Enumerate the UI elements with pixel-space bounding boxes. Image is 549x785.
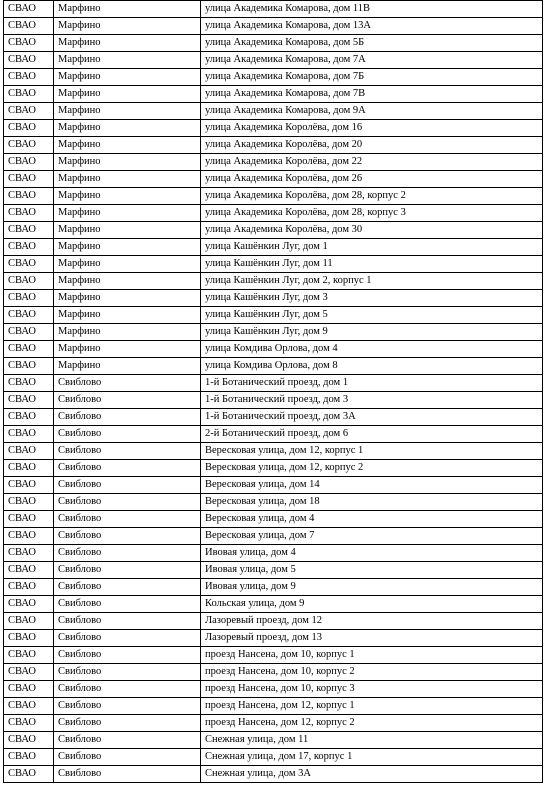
address-cell: Кольская улица, дом 9 bbox=[201, 596, 543, 613]
address-cell: улица Академика Королёва, дом 22 bbox=[201, 154, 543, 171]
address-cell: Лазоревый проезд, дом 13 bbox=[201, 630, 543, 647]
address-cell: Снежная улица, дом 11 bbox=[201, 732, 543, 749]
district-cell: Свиблово bbox=[54, 664, 201, 681]
district-cell: Марфино bbox=[54, 307, 201, 324]
address-cell: улица Кашёнкин Луг, дом 3 bbox=[201, 290, 543, 307]
okrug-cell: СВАО bbox=[4, 766, 54, 783]
table-row bbox=[4, 392, 543, 409]
table-row bbox=[4, 137, 543, 154]
address-cell: улица Академика Комарова, дом 13А bbox=[201, 18, 543, 35]
district-cell: Марфино bbox=[54, 273, 201, 290]
table-row bbox=[4, 18, 543, 35]
table-row bbox=[4, 358, 543, 375]
okrug-cell: СВАО bbox=[4, 749, 54, 766]
table-row bbox=[4, 698, 543, 715]
district-cell: Свиблово bbox=[54, 715, 201, 732]
okrug-cell: СВАО bbox=[4, 290, 54, 307]
table-row bbox=[4, 409, 543, 426]
district-cell: Марфино bbox=[54, 341, 201, 358]
address-cell: проезд Нансена, дом 10, корпус 2 bbox=[201, 664, 543, 681]
district-cell: Марфино bbox=[54, 69, 201, 86]
address-cell: проезд Нансена, дом 12, корпус 2 bbox=[201, 715, 543, 732]
table-row bbox=[4, 477, 543, 494]
okrug-cell: СВАО bbox=[4, 120, 54, 137]
table-row bbox=[4, 528, 543, 545]
table-row bbox=[4, 630, 543, 647]
district-cell: Марфино bbox=[54, 256, 201, 273]
okrug-cell: СВАО bbox=[4, 426, 54, 443]
table-row bbox=[4, 69, 543, 86]
okrug-cell: СВАО bbox=[4, 239, 54, 256]
table-row bbox=[4, 596, 543, 613]
okrug-cell: СВАО bbox=[4, 375, 54, 392]
okrug-cell: СВАО bbox=[4, 69, 54, 86]
table-row bbox=[4, 171, 543, 188]
table-row bbox=[4, 681, 543, 698]
address-cell: улица Кашёнкин Луг, дом 2, корпус 1 bbox=[201, 273, 543, 290]
table-row bbox=[4, 749, 543, 766]
okrug-cell: СВАО bbox=[4, 613, 54, 630]
address-cell: Ивовая улица, дом 9 bbox=[201, 579, 543, 596]
district-cell: Марфино bbox=[54, 188, 201, 205]
okrug-cell: СВАО bbox=[4, 562, 54, 579]
table-row bbox=[4, 188, 543, 205]
okrug-cell: СВАО bbox=[4, 358, 54, 375]
address-cell: Вересковая улица, дом 12, корпус 2 bbox=[201, 460, 543, 477]
address-cell: улица Кашёнкин Луг, дом 1 bbox=[201, 239, 543, 256]
okrug-cell: СВАО bbox=[4, 732, 54, 749]
district-cell: Свиблово bbox=[54, 494, 201, 511]
table-row bbox=[4, 273, 543, 290]
district-cell: Свиблово bbox=[54, 681, 201, 698]
okrug-cell: СВАО bbox=[4, 511, 54, 528]
address-cell: 1-й Ботанический проезд, дом 3 bbox=[201, 392, 543, 409]
district-cell: Свиблово bbox=[54, 749, 201, 766]
district-cell: Свиблово bbox=[54, 477, 201, 494]
address-cell: проезд Нансена, дом 10, корпус 1 bbox=[201, 647, 543, 664]
address-cell: улица Академика Комарова, дом 5Б bbox=[201, 35, 543, 52]
district-cell: Свиблово bbox=[54, 698, 201, 715]
okrug-cell: СВАО bbox=[4, 409, 54, 426]
district-cell: Марфино bbox=[54, 171, 201, 188]
address-cell: проезд Нансена, дом 10, корпус 3 bbox=[201, 681, 543, 698]
address-cell: Вересковая улица, дом 4 bbox=[201, 511, 543, 528]
district-cell: Свиблово bbox=[54, 545, 201, 562]
district-cell: Марфино bbox=[54, 239, 201, 256]
address-cell: Снежная улица, дом 17, корпус 1 bbox=[201, 749, 543, 766]
address-table bbox=[3, 0, 543, 783]
district-cell: Марфино bbox=[54, 35, 201, 52]
district-cell: Свиблово bbox=[54, 766, 201, 783]
okrug-cell: СВАО bbox=[4, 392, 54, 409]
table-row bbox=[4, 341, 543, 358]
table-row bbox=[4, 120, 543, 137]
district-cell: Марфино bbox=[54, 18, 201, 35]
okrug-cell: СВАО bbox=[4, 171, 54, 188]
address-cell: улица Академика Королёва, дом 28, корпус 2 bbox=[201, 188, 543, 205]
okrug-cell: СВАО bbox=[4, 154, 54, 171]
address-cell: Лазоревый проезд, дом 12 bbox=[201, 613, 543, 630]
address-cell: 2-й Ботанический проезд, дом 6 bbox=[201, 426, 543, 443]
table-row bbox=[4, 103, 543, 120]
okrug-cell: СВАО bbox=[4, 324, 54, 341]
district-cell: Свиблово bbox=[54, 426, 201, 443]
address-cell: улица Академика Королёва, дом 26 bbox=[201, 171, 543, 188]
table-row bbox=[4, 715, 543, 732]
district-cell: Марфино bbox=[54, 290, 201, 307]
okrug-cell: СВАО bbox=[4, 579, 54, 596]
district-cell: Свиблово bbox=[54, 528, 201, 545]
okrug-cell: СВАО bbox=[4, 715, 54, 732]
district-cell: Свиблово bbox=[54, 443, 201, 460]
address-cell: улица Академика Королёва, дом 16 bbox=[201, 120, 543, 137]
okrug-cell: СВАО bbox=[4, 35, 54, 52]
table-row bbox=[4, 375, 543, 392]
okrug-cell: СВАО bbox=[4, 630, 54, 647]
okrug-cell: СВАО bbox=[4, 647, 54, 664]
district-cell: Свиблово bbox=[54, 562, 201, 579]
address-cell: Ивовая улица, дом 4 bbox=[201, 545, 543, 562]
district-cell: Марфино bbox=[54, 103, 201, 120]
table-row bbox=[4, 256, 543, 273]
address-cell: улица Кашёнкин Луг, дом 5 bbox=[201, 307, 543, 324]
table-row bbox=[4, 307, 543, 324]
okrug-cell: СВАО bbox=[4, 698, 54, 715]
table-row bbox=[4, 35, 543, 52]
district-cell: Марфино bbox=[54, 324, 201, 341]
table-row bbox=[4, 426, 543, 443]
table-row bbox=[4, 613, 543, 630]
address-cell: улица Кашёнкин Луг, дом 9 bbox=[201, 324, 543, 341]
okrug-cell: СВАО bbox=[4, 137, 54, 154]
okrug-cell: СВАО bbox=[4, 222, 54, 239]
district-cell: Свиблово bbox=[54, 579, 201, 596]
table-row bbox=[4, 205, 543, 222]
okrug-cell: СВАО bbox=[4, 681, 54, 698]
district-cell: Марфино bbox=[54, 154, 201, 171]
okrug-cell: СВАО bbox=[4, 341, 54, 358]
address-cell: улица Комдива Орлова, дом 4 bbox=[201, 341, 543, 358]
address-cell: улица Академика Комарова, дом 7Б bbox=[201, 69, 543, 86]
district-cell: Свиблово bbox=[54, 596, 201, 613]
district-cell: Свиблово bbox=[54, 732, 201, 749]
table-row bbox=[4, 579, 543, 596]
okrug-cell: СВАО bbox=[4, 18, 54, 35]
table-row bbox=[4, 443, 543, 460]
district-cell: Марфино bbox=[54, 86, 201, 103]
district-cell: Марфино bbox=[54, 120, 201, 137]
district-cell: Марфино bbox=[54, 358, 201, 375]
district-cell: Свиблово bbox=[54, 392, 201, 409]
table-row bbox=[4, 290, 543, 307]
okrug-cell: СВАО bbox=[4, 477, 54, 494]
district-cell: Марфино bbox=[54, 205, 201, 222]
district-cell: Свиблово bbox=[54, 375, 201, 392]
district-cell: Свиблово bbox=[54, 613, 201, 630]
okrug-cell: СВАО bbox=[4, 307, 54, 324]
address-cell: улица Академика Комарова, дом 7А bbox=[201, 52, 543, 69]
okrug-cell: СВАО bbox=[4, 664, 54, 681]
address-cell: улица Кашёнкин Луг, дом 11 bbox=[201, 256, 543, 273]
table-row bbox=[4, 664, 543, 681]
district-cell: Свиблово bbox=[54, 460, 201, 477]
okrug-cell: СВАО bbox=[4, 86, 54, 103]
district-cell: Марфино bbox=[54, 1, 201, 18]
okrug-cell: СВАО bbox=[4, 460, 54, 477]
table-row bbox=[4, 460, 543, 477]
address-cell: 1-й Ботанический проезд, дом 3А bbox=[201, 409, 543, 426]
district-cell: Марфино bbox=[54, 222, 201, 239]
district-cell: Марфино bbox=[54, 137, 201, 154]
table-row bbox=[4, 647, 543, 664]
address-cell: Вересковая улица, дом 7 bbox=[201, 528, 543, 545]
district-cell: Свиблово bbox=[54, 647, 201, 664]
okrug-cell: СВАО bbox=[4, 494, 54, 511]
okrug-cell: СВАО bbox=[4, 205, 54, 222]
table-row bbox=[4, 494, 543, 511]
table-row bbox=[4, 154, 543, 171]
table-row bbox=[4, 545, 543, 562]
address-cell: Снежная улица, дом 3А bbox=[201, 766, 543, 783]
district-cell: Свиблово bbox=[54, 630, 201, 647]
address-cell: улица Комдива Орлова, дом 8 bbox=[201, 358, 543, 375]
table-row bbox=[4, 239, 543, 256]
okrug-cell: СВАО bbox=[4, 443, 54, 460]
address-cell: улица Академика Комарова, дом 7В bbox=[201, 86, 543, 103]
district-cell: Марфино bbox=[54, 52, 201, 69]
district-cell: Свиблово bbox=[54, 511, 201, 528]
address-cell: улица Академика Королёва, дом 20 bbox=[201, 137, 543, 154]
okrug-cell: СВАО bbox=[4, 545, 54, 562]
address-table-body bbox=[4, 1, 543, 783]
okrug-cell: СВАО bbox=[4, 256, 54, 273]
address-cell: улица Академика Комарова, дом 9А bbox=[201, 103, 543, 120]
address-cell: улица Академика Комарова, дом 11В bbox=[201, 1, 543, 18]
okrug-cell: СВАО bbox=[4, 52, 54, 69]
district-cell: Свиблово bbox=[54, 409, 201, 426]
address-cell: проезд Нансена, дом 12, корпус 1 bbox=[201, 698, 543, 715]
address-cell: Вересковая улица, дом 14 bbox=[201, 477, 543, 494]
table-row bbox=[4, 324, 543, 341]
address-cell: Вересковая улица, дом 18 bbox=[201, 494, 543, 511]
address-cell: улица Академика Королёва, дом 28, корпус 3 bbox=[201, 205, 543, 222]
okrug-cell: СВАО bbox=[4, 273, 54, 290]
address-cell: 1-й Ботанический проезд, дом 1 bbox=[201, 375, 543, 392]
okrug-cell: СВАО bbox=[4, 528, 54, 545]
okrug-cell: СВАО bbox=[4, 596, 54, 613]
address-cell: Ивовая улица, дом 5 bbox=[201, 562, 543, 579]
address-cell: Вересковая улица, дом 12, корпус 1 bbox=[201, 443, 543, 460]
table-row bbox=[4, 222, 543, 239]
table-row bbox=[4, 1, 543, 18]
table-row bbox=[4, 86, 543, 103]
table-row bbox=[4, 562, 543, 579]
table-row bbox=[4, 732, 543, 749]
table-row bbox=[4, 766, 543, 783]
okrug-cell: СВАО bbox=[4, 188, 54, 205]
okrug-cell: СВАО bbox=[4, 1, 54, 18]
address-cell: улица Академика Королёва, дом 30 bbox=[201, 222, 543, 239]
okrug-cell: СВАО bbox=[4, 103, 54, 120]
table-row bbox=[4, 52, 543, 69]
table-row bbox=[4, 511, 543, 528]
